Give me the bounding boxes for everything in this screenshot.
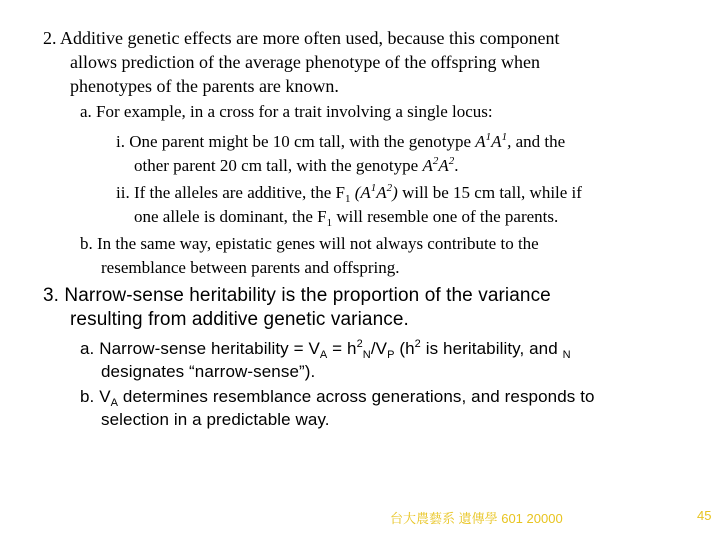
item-i-text-1: i. One parent might be 10 cm tall, with the genotype <box>116 132 476 151</box>
section-2-item-i-line-2: other parent 20 cm tall, with the genotype $A^2A^2$. <box>134 155 459 175</box>
section-2-item-ii-line-1: ii. If the alleles are additive, the $F_1$ $(A^1A^2)$ will be 15 cm tall, while if <box>116 182 582 205</box>
section-2-heading-line-2: allows prediction of the average phenotype of the offspring when <box>70 52 541 72</box>
footer-institution: 台大農藝系 遺傳學 601 20000 <box>390 511 563 526</box>
section-2-item-ii-line-2: one allele is dominant, the $F_1$ will resemble one of the parents. <box>134 207 559 229</box>
page-number: 45 <box>697 508 712 523</box>
section-3-item-b-line-1: b. $V_A$ determines resemblance across generations, and responds to <box>80 387 595 409</box>
genotype-a2a2: $A^2A^2$ <box>422 155 455 175</box>
genotype-a1a2: $(A^1A^2)$ <box>354 182 398 202</box>
section-2-heading-line-1: 2. Additive genetic effects are more often used, because this component <box>43 28 560 48</box>
item-i-text-3: other parent 20 cm tall, with the genotype <box>134 156 423 175</box>
item-i-text-2: and the <box>511 132 566 151</box>
item-3b-text-2: determines resemblance across generations, and responds to <box>118 387 595 406</box>
section-2-heading-line-3: phenotypes of the parents are known. <box>70 76 339 96</box>
section-2-item-b-line-2: resemblance between parents and offspring. <box>101 258 400 277</box>
section-2-item-a: a. For example, in a cross for a trait involving a single locus: <box>80 102 493 121</box>
section-3-heading-line-2: resulting from additive genetic variance. <box>70 309 409 330</box>
section-2-item-b-line-1: b. In the same way, epistatic genes will not always contribute to the <box>80 234 539 253</box>
section-3-item-a-line-1: a. Narrow-sense heritability = $V_A = h^2_N/V_P$ ($h^2$ is heritability, and $_N$ <box>80 338 571 361</box>
item-3b-text-1: b. V <box>80 387 111 406</box>
item-ii-text-2: will be 15 cm tall, while if <box>397 183 582 202</box>
section-3-item-a-line-2: designates “narrow-sense”). <box>101 362 316 381</box>
section-3-heading-line-1: 3. Narrow-sense heritability is the proportion of the variance <box>43 285 551 306</box>
item-ii-text-3: one allele is dominant, the F <box>134 207 327 226</box>
item-3a-text-2: = h <box>327 339 357 358</box>
item-ii-text-4: will resemble one of the parents. <box>332 207 559 226</box>
item-3a-text-1: a. Narrow-sense heritability = V <box>80 339 320 358</box>
item-3a-text-5: is heritability, and <box>420 339 563 358</box>
section-2-item-i-line-1 <box>116 130 565 154</box>
section-3-item-b-line-2: selection in a predictable way. <box>101 410 330 429</box>
item-ii-text-1: ii. If the alleles are additive, the F <box>116 183 345 202</box>
item-3a-text-3: /V <box>370 339 388 358</box>
genotype-a1a1: $A^1A^1$, <box>475 131 512 151</box>
item-3a-text-4: (h <box>394 339 415 358</box>
